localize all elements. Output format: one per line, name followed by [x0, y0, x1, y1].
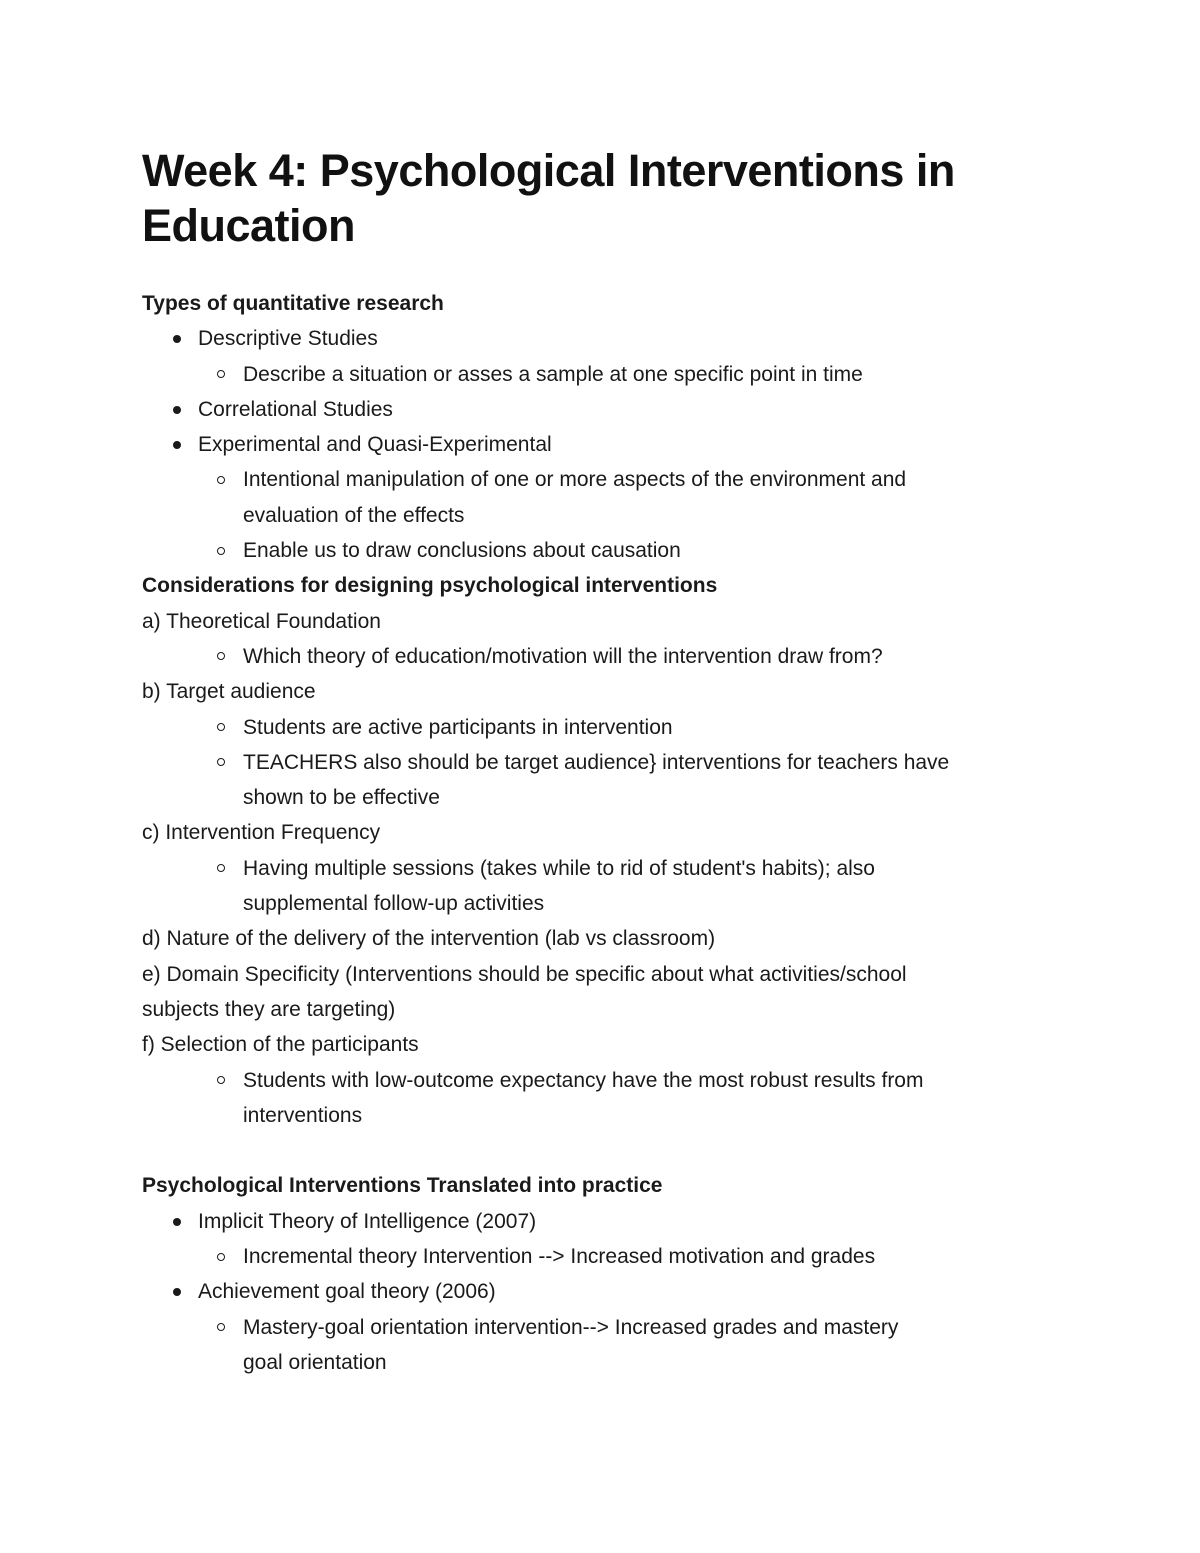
sub-list-item: [142, 357, 1062, 392]
sub-list-item-text: TEACHERS also should be target audience} interventions for teachers have: [243, 750, 950, 774]
list-item: [142, 1274, 1062, 1309]
sub-list-item: [142, 851, 1062, 886]
bullet-circle-icon: [217, 652, 225, 660]
sub-list-item-text: Students are active participants in intervention: [243, 715, 673, 739]
bullet-circle-icon: [217, 1323, 225, 1331]
sub-list-item: [142, 1239, 1062, 1274]
bullet-circle-icon: [217, 547, 225, 555]
bullet-circle-icon: [217, 1076, 225, 1084]
list-item: [142, 321, 1062, 356]
sub-list-item: [142, 639, 1062, 674]
bullet-circle-icon: [217, 864, 225, 872]
sub-list-item: [142, 462, 1062, 497]
list-item: [142, 1204, 1062, 1239]
bullet-circle-icon: [217, 758, 225, 766]
sub-list-item-continuation: interventions: [243, 1103, 363, 1127]
sub-list-item-text: Enable us to draw conclusions about causation: [243, 539, 681, 563]
sub-list-item-continuation: evaluation of the effects: [243, 503, 465, 527]
list-item-text: Implicit Theory of Intelligence (2007): [198, 1209, 537, 1233]
sub-list-item-text: Describe a situation or asses a sample at one specific point in time: [243, 362, 863, 386]
document-body: [142, 286, 1062, 1380]
bullet-disc-icon: [173, 406, 181, 414]
sub-list-item: [142, 533, 1062, 568]
bullet-circle-icon: [217, 476, 225, 484]
sub-list-item: [142, 1063, 1062, 1098]
page-title: Week 4: Psychological Interventions in Education: [142, 145, 955, 251]
sub-list-item: [142, 745, 1062, 780]
section-heading-interventions-in-practice: Psychological Interventions Translated into practice: [142, 1174, 663, 1198]
consideration-line: c) Intervention Frequency: [142, 821, 381, 845]
consideration-line-continuation: subjects they are targeting): [142, 997, 396, 1021]
list-item: [142, 392, 1062, 427]
sub-list-item: [142, 710, 1062, 745]
sub-list-item-text: Which theory of education/motivation will the intervention draw from?: [243, 644, 883, 668]
consideration-line: d) Nature of the delivery of the intervention (lab vs classroom): [142, 927, 716, 951]
sub-list-item-text: Students with low-outcome expectancy have the most robust results from: [243, 1068, 924, 1092]
consideration-line: f) Selection of the participants: [142, 1033, 419, 1057]
sub-list-item-text: Mastery-goal orientation intervention--> Increased grades and mastery: [243, 1315, 899, 1339]
sub-list-item-text: Incremental theory Intervention --> Increased motivation and grades: [243, 1245, 876, 1269]
bullet-circle-icon: [217, 723, 225, 731]
bullet-circle-icon: [217, 370, 225, 378]
bullet-disc-icon: [173, 441, 181, 449]
sub-list-item-text: Intentional manipulation of one or more aspects of the environment and: [243, 468, 907, 492]
list-item-text: Descriptive Studies: [198, 327, 378, 351]
sub-list-item-continuation: shown to be effective: [243, 786, 440, 810]
list-item-text: Correlational Studies: [198, 397, 393, 421]
list-item-text: Achievement goal theory (2006): [198, 1280, 496, 1304]
sub-list-item: [142, 1310, 1062, 1345]
section-heading-quantitative-research: Types of quantitative research: [142, 292, 444, 315]
bullet-disc-icon: [173, 1218, 181, 1226]
consideration-line: b) Target audience: [142, 680, 316, 704]
consideration-line: e) Domain Specificity (Interventions should be specific about what activities/school: [142, 962, 907, 986]
sub-list-item-text: Having multiple sessions (takes while to rid of student's habits); also: [243, 856, 875, 880]
blank-line: [142, 1133, 1062, 1168]
document-page: [142, 143, 1062, 1374]
sub-list-item-continuation: supplemental follow-up activities: [243, 892, 545, 916]
section-heading-designing-interventions: Considerations for designing psychological interventions: [142, 574, 718, 598]
bullet-circle-icon: [217, 1253, 225, 1261]
list-item-text: Experimental and Quasi-Experimental: [198, 433, 552, 457]
bullet-disc-icon: [173, 335, 181, 343]
list-item: [142, 427, 1062, 462]
bullet-disc-icon: [173, 1288, 181, 1296]
sub-list-item-continuation: goal orientation: [243, 1350, 387, 1374]
consideration-line: a) Theoretical Foundation: [142, 609, 381, 633]
